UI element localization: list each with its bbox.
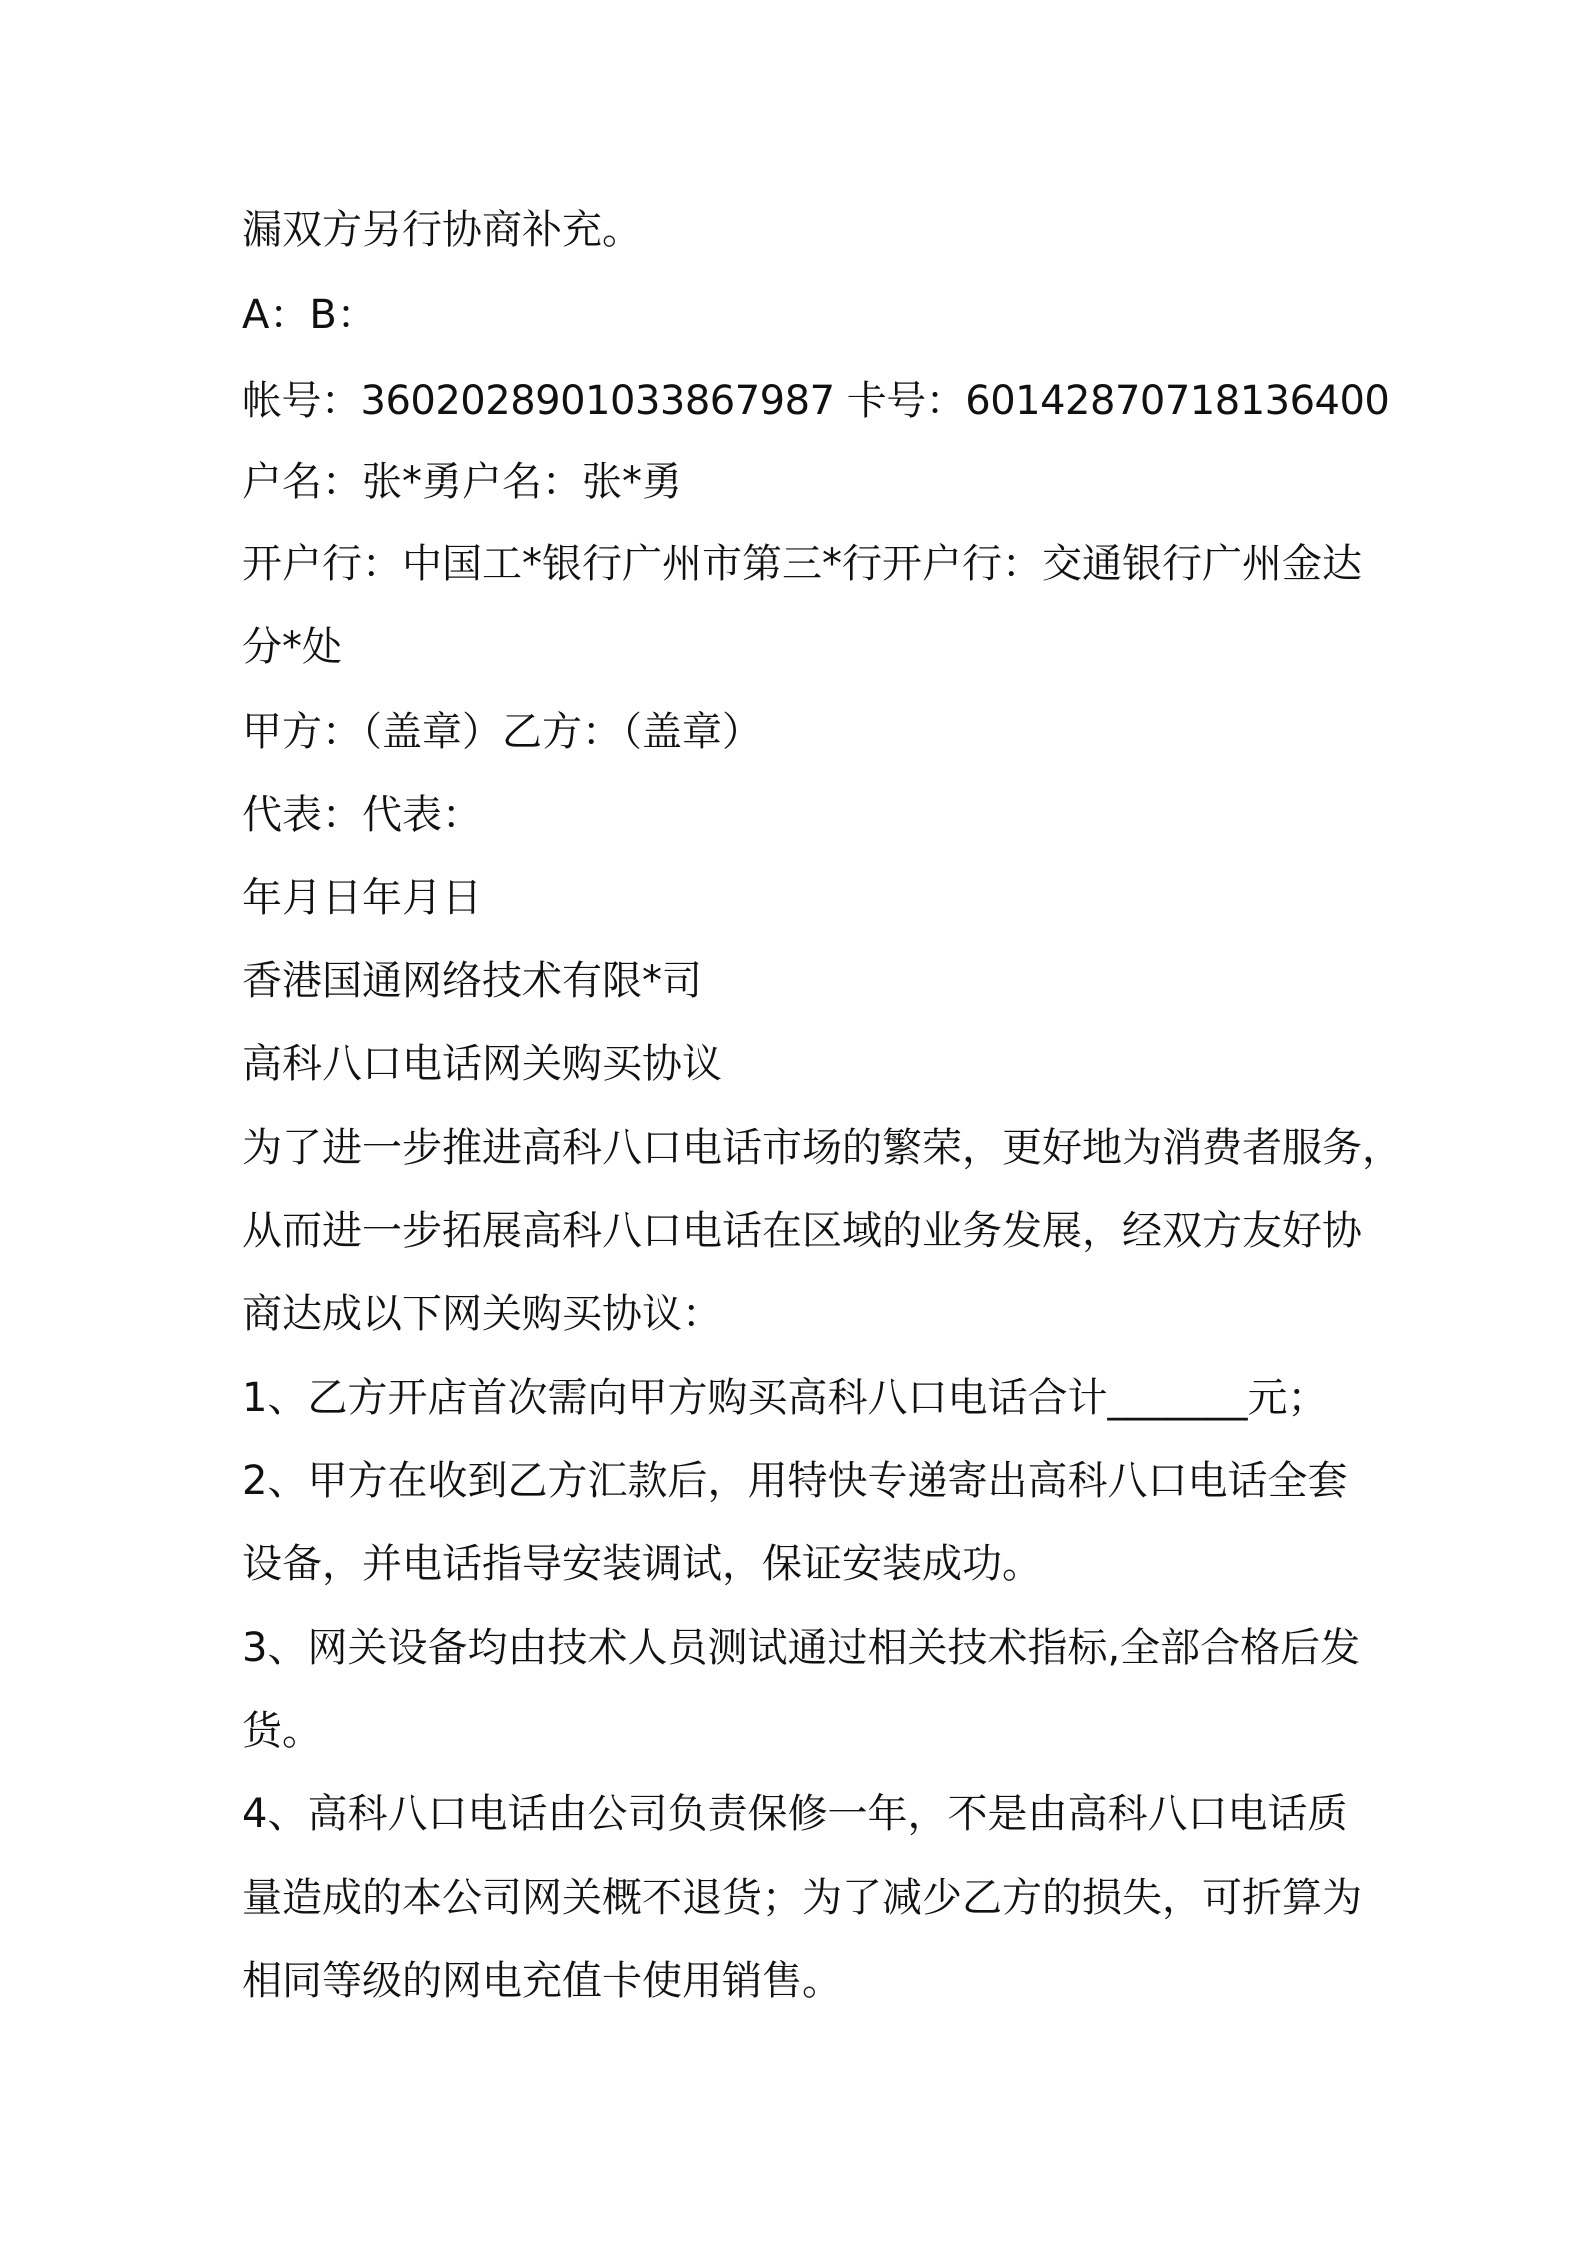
text-line: 漏双方另行协商补充。 (242, 207, 642, 253)
bank-line-continued: 分*处 (242, 624, 342, 670)
clause-4: 4、高科八口电话由公司负责保修一年，不是由高科八口电话质 (242, 1791, 1348, 1837)
account-number-line: 帐号：3602028901033867987 卡号：60142870718136400 (242, 378, 1390, 424)
clause-4-continued: 相同等级的网电充值卡使用销售。 (242, 1958, 842, 2004)
signature-parties-label: A：B： (242, 292, 377, 338)
bank-line: 开户行：中国工*银行广州市第三*行开户行：交通银行广州金达 (242, 541, 1362, 587)
clause-3: 3、网关设备均由技术人员测试通过相关技术指标,全部合格后发 (242, 1625, 1361, 1671)
preamble-line: 为了进一步推进高科八口电话市场的繁荣，更好地为消费者服务， (242, 1125, 1402, 1171)
clause-3-continued: 货。 (242, 1708, 322, 1754)
clause-2: 2、甲方在收到乙方汇款后，用特快专递寄出高科八口电话全套 (242, 1458, 1348, 1504)
company-name: 香港国通网络技术有限*司 (242, 958, 702, 1004)
preamble-line: 商达成以下网关购买协议： (242, 1291, 722, 1337)
date-line: 年月日年月日 (242, 875, 482, 921)
clause-1: 1、乙方开店首次需向甲方购买高科八口电话合计_______元； (242, 1375, 1328, 1421)
agreement-title: 高科八口电话网关购买协议 (242, 1041, 722, 1087)
account-name-line: 户名：张*勇户名：张*勇 (242, 459, 682, 505)
representative-line: 代表：代表： (242, 792, 482, 838)
clause-2-continued: 设备，并电话指导安装调试，保证安装成功。 (242, 1541, 1042, 1587)
preamble-line: 从而进一步拓展高科八口电话在区域的业务发展，经双方友好协 (242, 1208, 1362, 1254)
seal-line: 甲方：（盖章）乙方：（盖章） (242, 709, 762, 755)
clause-4-continued: 量造成的本公司网关概不退货；为了减少乙方的损失，可折算为 (242, 1875, 1362, 1921)
